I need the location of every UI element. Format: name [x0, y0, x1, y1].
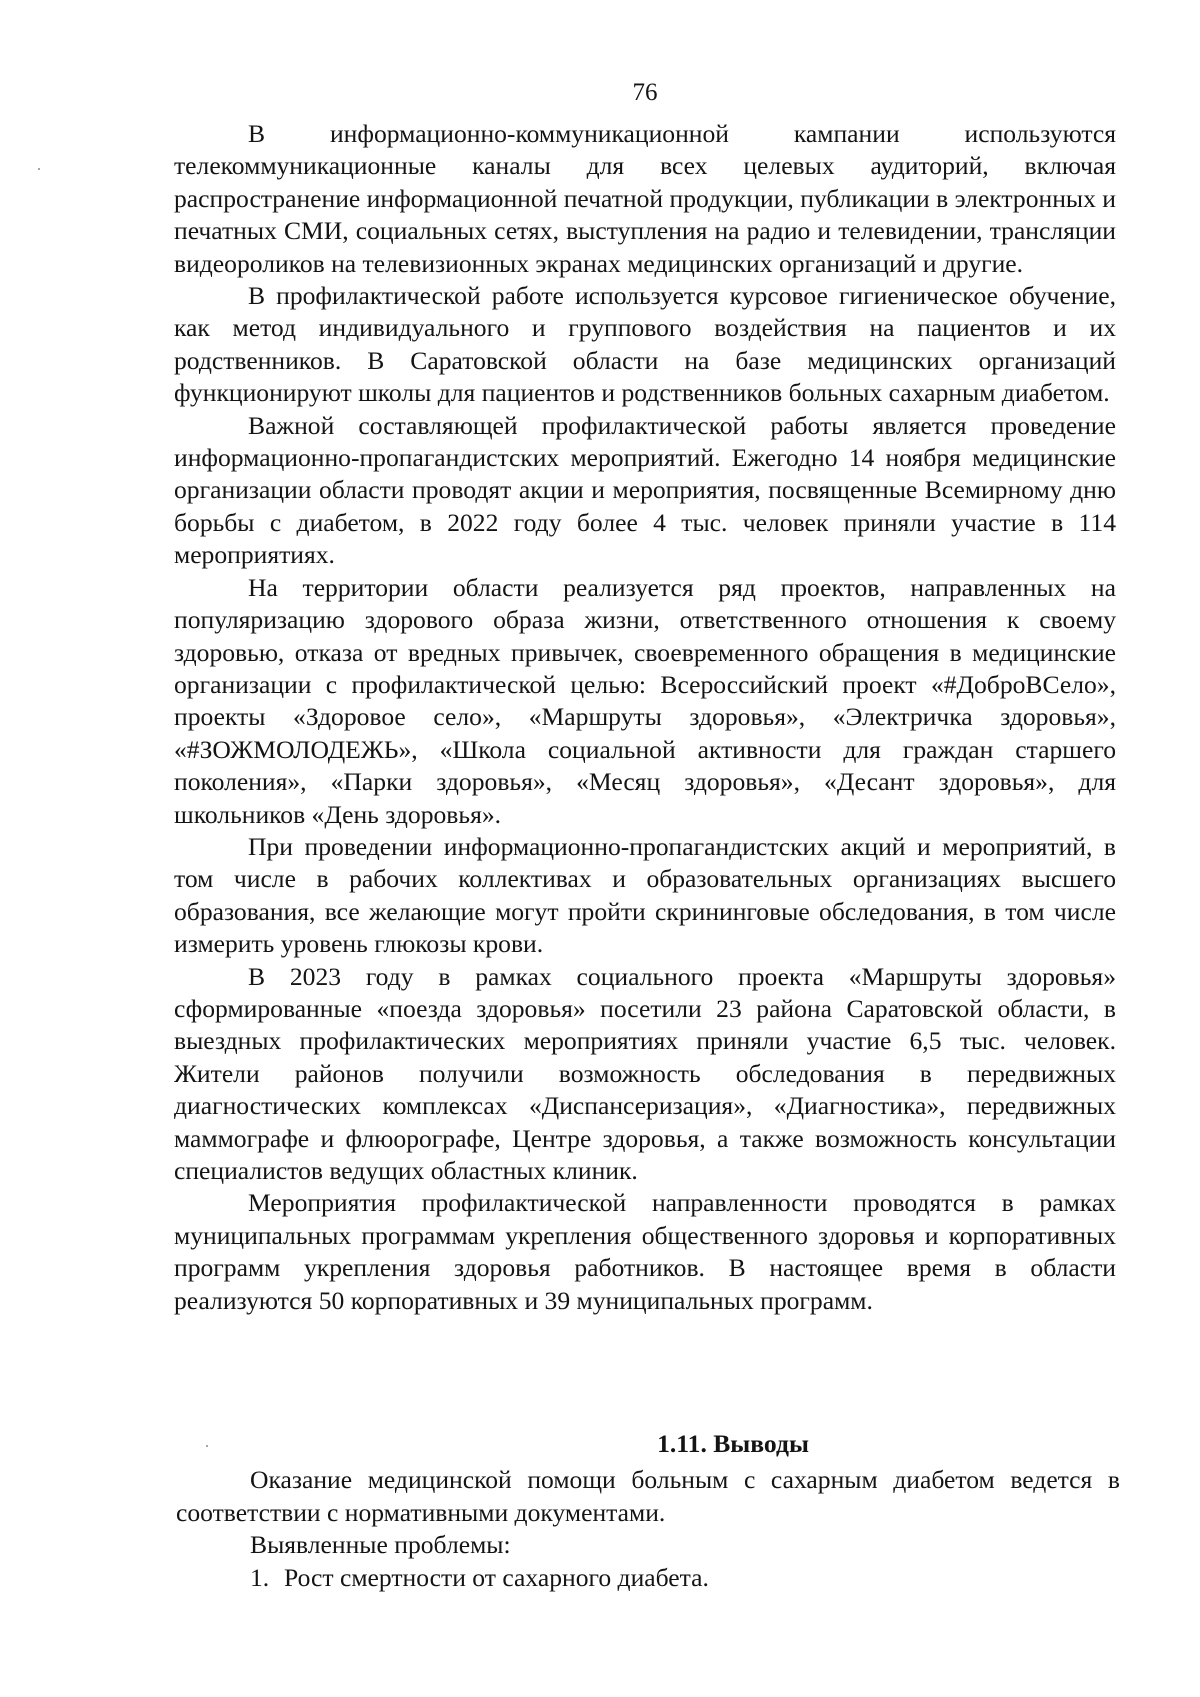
- paragraph-hygiene-training: В профилактической работе используется курсовое гигиеническое обучение, как метод индивидуального и группового воздействия на пациентов и их родственников. В Саратовской области на базе медицинских организаций функционируют школы для пациентов и родственников больных сахарным диабетом.: [174, 281, 1116, 408]
- conclusions-section: [176, 1428, 1120, 1594]
- page-number: 76: [632, 79, 658, 106]
- paragraph-info-campaign: В информационно-коммуникационной кампании используются телекоммуникационные каналы для всех целевых аудиторий, включая распространение информационной печатной продукции, публикации в электронных и печатных СМИ, социальных сетях, выступления на радио и телевидении, трансляции видеороликов на телевизионных экранах медицинских организаций и другие.: [174, 119, 1116, 278]
- list-item-number: 1.: [250, 1562, 270, 1592]
- paragraph-health-projects: На территории области реализуется ряд проектов, направленных на популяризацию здорового образа жизни, ответственного отношения к своему здоровью, отказа от вредных привычек, своевременного обращения в медицинские организации с профилактической целью: Всероссийский проект «#ДоброВСело», проекты «Здоровое село», «Маршруты здоровья», «Электричка здоровья», «#ЗОЖМОЛОДЕЖЬ», «Школа социальной активности для граждан старшего поколения», «Парки здоровья», «Месяц здоровья», «Десант здоровья», для школьников «День здоровья».: [174, 572, 1116, 829]
- document-body: [174, 118, 1116, 1317]
- problem-list: [176, 1562, 1120, 1594]
- list-item: [250, 1562, 1120, 1594]
- section-heading: 1.11. Выводы: [657, 1429, 809, 1458]
- problems-label: Выявленные проблемы:: [250, 1530, 511, 1560]
- paragraph-diabetes-day: Важной составляющей профилактической работы является проведение информационно-пропагандистских мероприятий. Ежегодно 14 ноября медицинские организации области проводят акции и мероприятия, посвященные Всемирному дню борьбы с диабетом, в 2022 году более 4 тыс. человек приняли участие в 114 мероприятиях.: [174, 410, 1116, 570]
- paragraph-screening: При проведении информационно-пропагандистских акций и мероприятий, в том числе в рабочих коллективах и образовательных организациях высшего образования, все желающие могут пройти скрининговые обследования, в том числе измерить уровень глюкозы крови.: [174, 831, 1116, 959]
- scan-speck: [206, 1445, 208, 1447]
- paragraph-health-routes: В 2023 году в рамках социального проекта «Маршруты здоровья» сформированные «поезда здоровья» посетили 23 района Саратовской области, в выездных профилактических мероприятиях приняли участие 6,5 тыс. человек. Жители районов получили возможность обследования в передвижных диагностических комплексах «Диспансеризация», «Диагностика», передвижных маммографе и флюорографе, Центре здоровья, а также возможность консультации специалистов ведущих областных клиник.: [174, 961, 1116, 1185]
- conclusions-intro: Оказание медицинской помощи больным с сахарным диабетом ведется в соответствии с нормативными документами.: [176, 1465, 1120, 1527]
- paragraph-programs: Мероприятия профилактической направленности проводятся в рамках муниципальных программам укрепления общественного здоровья и корпоративных программ укрепления здоровья работников. В настоящее время в области реализуются 50 корпоративных и 39 муниципальных программ.: [174, 1188, 1116, 1315]
- list-item-text: Рост смертности от сахарного диабета.: [284, 1562, 709, 1592]
- scan-speck: [38, 168, 40, 170]
